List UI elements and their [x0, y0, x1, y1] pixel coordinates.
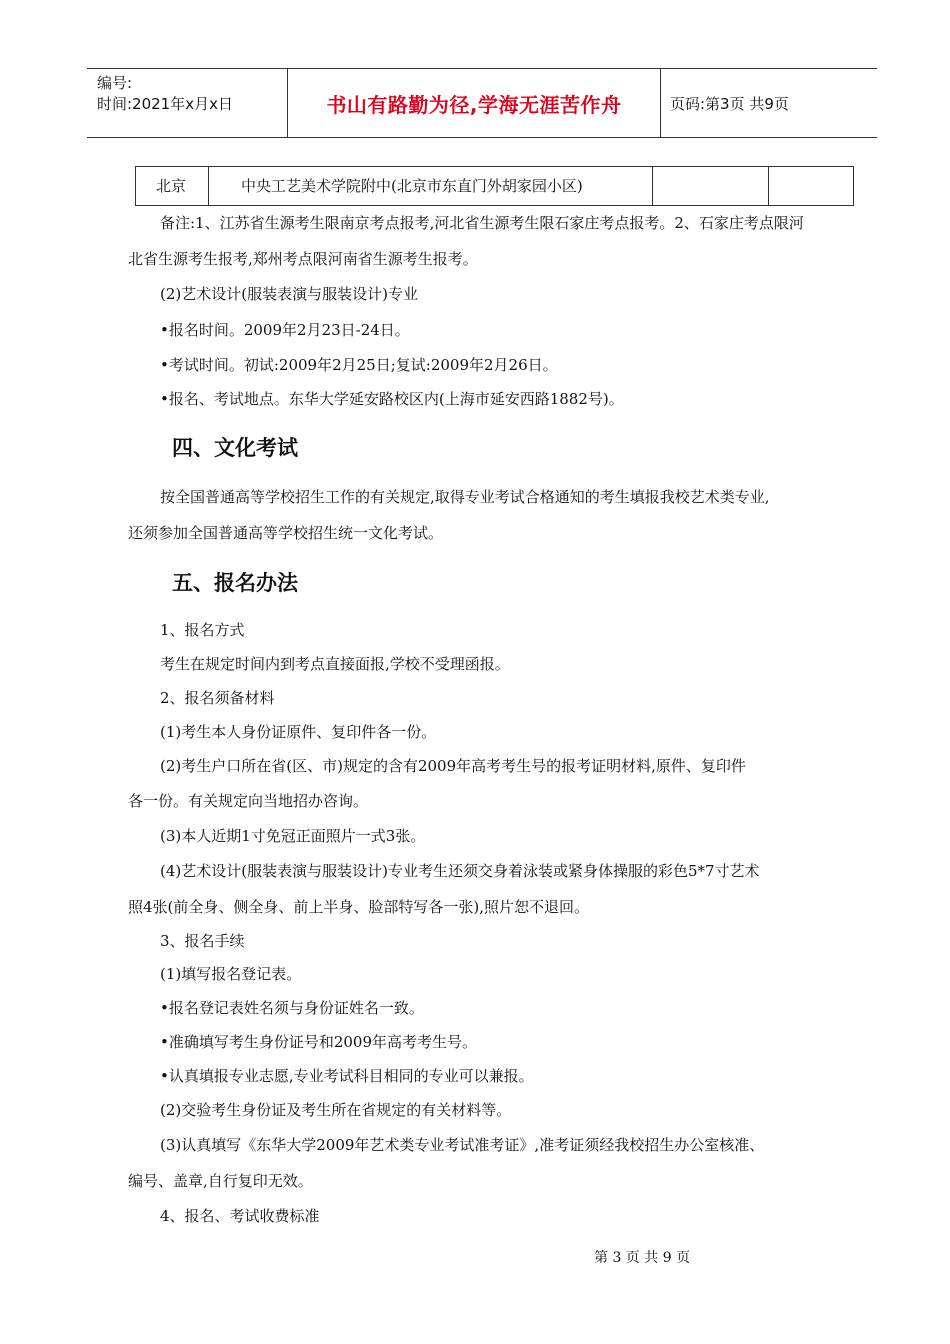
header-motto: 书山有路勤为径,学海无涯苦作舟 [326, 92, 622, 117]
section-heading: 五、报名办法 [172, 571, 298, 595]
bullet-item: •准确填写考生身份证号和2009年高考考生号。 [160, 1033, 478, 1051]
subsection-heading: 3、报名手续 [160, 932, 245, 950]
bullet-item: •认真填报专业志愿,专业考试科目相同的专业可以兼报。 [160, 1067, 534, 1085]
header-time: 时间:2021年x月x日 [97, 95, 233, 113]
section-heading: 四、文化考试 [172, 436, 298, 460]
table-row [136, 167, 854, 206]
list-item: (2)交验考生身份证及考生所在省规定的有关材料等。 [160, 1101, 512, 1119]
paragraph-line: 还须参加全国普通高等学校招生统一文化考试。 [128, 524, 444, 542]
note-line: 备注:1、江苏省生源考生限南京考点报考,河北省生源考生限石家庄考点报考。2、石家庄考点限河 [160, 214, 804, 232]
bullet-item: •考试时间。初试:2009年2月25日;复试:2009年2月26日。 [160, 356, 558, 374]
table-cell-empty [653, 167, 769, 206]
venue-table [135, 166, 854, 206]
bullet-item: •报名时间。2009年2月23日-24日。 [160, 321, 410, 339]
table-cell-venue: 中央工艺美术学院附中(北京市东直门外胡家园小区) [209, 167, 653, 206]
list-item: (3)认真填写《东华大学2009年艺术类专业考试准考证》,准考证须经我校招生办公室核准、 [160, 1136, 765, 1154]
list-item: (1)考生本人身份证原件、复印件各一份。 [160, 723, 437, 741]
page-footer: 第 3 页 共 9 页 [594, 1250, 691, 1266]
list-item: (2)考生户口所在省(区、市)规定的含有2009年高考考生号的报考证明材料,原件、复印件 [160, 757, 746, 775]
page-header [87, 68, 877, 138]
list-item-continued: 编号、盖章,自行复印无效。 [128, 1172, 313, 1190]
list-item: (4)艺术设计(服装表演与服装设计)专业考生还须交身着泳装或紧身体操服的彩色5*7寸艺术 [160, 862, 760, 880]
header-page-info: 页码:第3页 共9页 [670, 94, 789, 113]
list-item: (3)本人近期1寸免冠正面照片一式3张。 [160, 827, 426, 845]
subsection-heading: 2、报名须备材料 [160, 689, 275, 707]
list-item-continued: 各一份。有关规定向当地招办咨询。 [128, 792, 369, 810]
subsection-heading: 1、报名方式 [160, 621, 245, 639]
bullet-item: •报名登记表姓名须与身份证姓名一致。 [160, 999, 424, 1017]
header-number: 编号: [97, 74, 133, 92]
list-item-continued: 照4张(前全身、侧全身、前上半身、脸部特写各一张),照片恕不退回。 [128, 898, 590, 916]
subsection-heading: 4、报名、考试收费标准 [160, 1207, 320, 1225]
list-item: (1)填写报名登记表。 [160, 965, 302, 983]
paragraph-line: 按全国普通高等学校招生工作的有关规定,取得专业考试合格通知的考生填报我校艺术类专业, [160, 488, 770, 506]
header-divider [660, 69, 661, 137]
header-meta [97, 73, 233, 115]
paragraph-line: 考生在规定时间内到考点直接面报,学校不受理函报。 [160, 655, 510, 673]
subsection-heading: (2)艺术设计(服装表演与服装设计)专业 [160, 285, 418, 303]
table-cell-empty [769, 167, 854, 206]
note-line: 北省生源考生报考,郑州考点限河南省生源考生报考。 [128, 250, 478, 268]
table-cell-city: 北京 [136, 167, 209, 206]
bullet-item: •报名、考试地点。东华大学延安路校区内(上海市延安西路1882号)。 [160, 390, 624, 408]
